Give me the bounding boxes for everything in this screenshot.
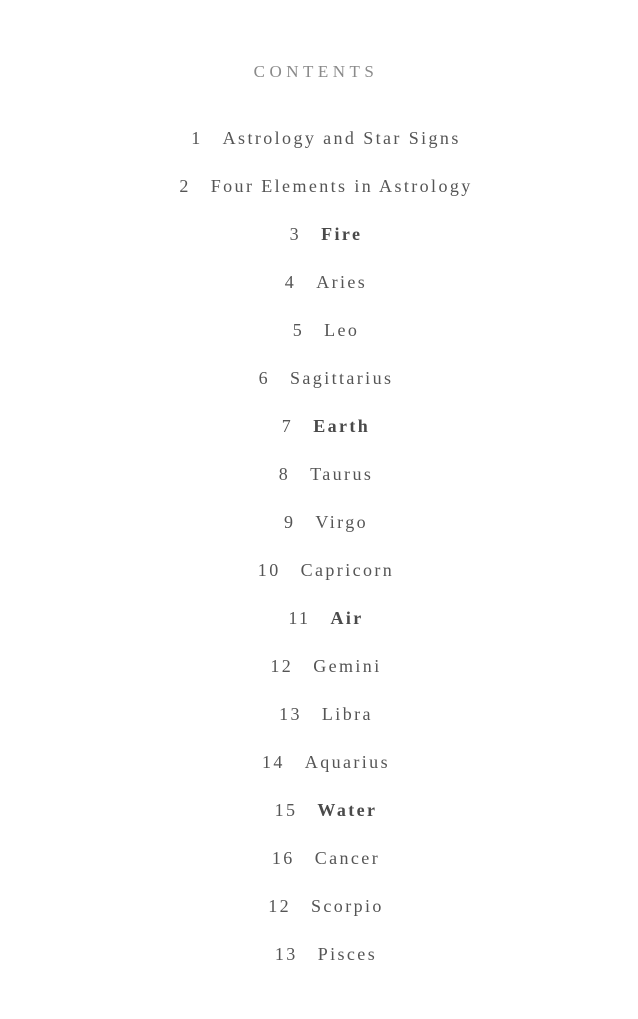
toc-entry-label: Pisces	[317, 944, 378, 964]
toc-entry-label: Sagittarius	[290, 368, 394, 388]
toc-entry[interactable]	[0, 460, 638, 508]
toc-entry-number: 12	[270, 656, 294, 676]
toc-entry-number: 9	[284, 512, 296, 532]
toc-entry[interactable]	[0, 172, 638, 220]
toc-entry-label: Four Elements in Astrology	[210, 176, 473, 196]
toc-entry-number: 14	[261, 752, 285, 772]
toc-entry-number: 16	[271, 848, 295, 868]
toc-entry[interactable]	[0, 316, 638, 364]
toc-entry-label: Taurus	[310, 464, 374, 484]
toc-section-entry[interactable]	[0, 220, 638, 268]
toc-entry-label: Astrology and Star Signs	[222, 128, 461, 148]
toc-entry[interactable]	[0, 892, 638, 940]
toc-entry[interactable]	[0, 652, 638, 700]
toc-entry-number: 13	[274, 944, 298, 964]
toc-entry-number: 5	[292, 320, 305, 340]
toc-entry-label: Cancer	[314, 848, 381, 868]
toc-section-entry[interactable]	[0, 604, 638, 652]
toc-entry[interactable]	[0, 748, 638, 796]
toc-entry-label: Gemini	[313, 656, 382, 676]
table-of-contents	[0, 124, 638, 988]
toc-entry[interactable]	[0, 508, 638, 556]
toc-section-label: Earth	[313, 416, 371, 436]
toc-section-entry[interactable]	[0, 412, 638, 460]
toc-entry-label: Scorpio	[311, 896, 384, 916]
toc-entry[interactable]	[0, 940, 638, 988]
toc-entry[interactable]	[0, 268, 638, 316]
toc-entry-number: 13	[279, 704, 302, 724]
toc-section-entry[interactable]	[0, 796, 638, 844]
toc-entry-number: 2	[179, 176, 191, 196]
toc-entry-number: 12	[268, 896, 291, 916]
toc-entry[interactable]	[0, 364, 638, 412]
toc-section-label: Air	[330, 608, 364, 628]
toc-entry-label: Leo	[324, 320, 360, 340]
toc-entry-number: 4	[284, 272, 297, 292]
toc-entry-label: Aquarius	[304, 752, 390, 772]
toc-entry-number: 8	[278, 464, 291, 484]
toc-entry-number: 3	[289, 224, 302, 244]
toc-entry-label: Capricorn	[300, 560, 395, 580]
toc-entry-number: 10	[257, 560, 281, 580]
toc-entry-label: Aries	[316, 272, 368, 292]
toc-entry-number: 1	[191, 128, 203, 148]
toc-entry-number: 7	[281, 416, 294, 436]
toc-entry[interactable]	[0, 844, 638, 892]
toc-entry-number: 11	[288, 608, 311, 628]
toc-entry-label: Libra	[321, 704, 373, 724]
contents-title: CONTENTS	[253, 62, 379, 81]
toc-entry-number: 15	[274, 800, 298, 820]
toc-entry[interactable]	[0, 556, 638, 604]
toc-entry[interactable]	[0, 124, 638, 172]
toc-entry-label: Virgo	[315, 512, 368, 532]
toc-entry-number: 6	[258, 368, 270, 388]
toc-section-label: Water	[317, 800, 378, 820]
toc-entry[interactable]	[0, 700, 638, 748]
toc-section-label: Fire	[321, 224, 363, 244]
